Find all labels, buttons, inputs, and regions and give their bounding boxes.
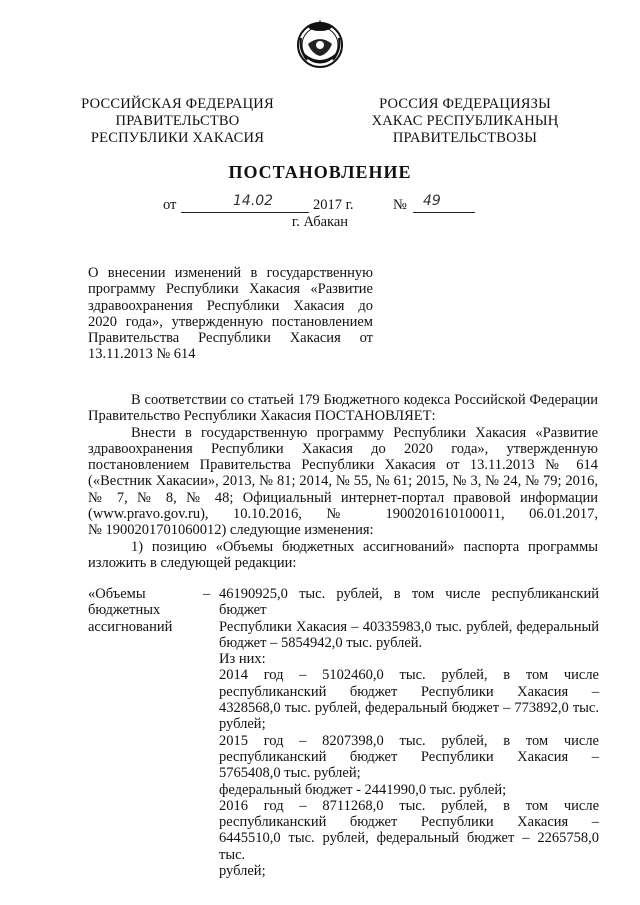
number-underline xyxy=(413,193,475,213)
city: г. Абакан xyxy=(291,214,349,230)
table-line: 46190925,0 тыс. рублей, в том числе республиканский бюджет xyxy=(219,586,599,619)
table-line: республиканский бюджет Республики Хакасия – xyxy=(219,814,599,831)
table-line: республиканский бюджет Республики Хакасия – xyxy=(219,748,599,765)
header-left-block xyxy=(75,96,280,147)
table-line: федеральный бюджет - 2441990,0 тыс. рублей; xyxy=(219,781,507,798)
table-line: республиканский бюджет Республики Хакасия – xyxy=(219,683,599,700)
table-line: бюджет – 5854942,0 тыс. рублей. xyxy=(219,634,423,651)
table-line: 2014 год – 5102460,0 тыс. рублей, в том числе xyxy=(219,667,599,684)
header-right-line: РОССИЯ ФЕДЕРАЦИЯЗЫ xyxy=(379,96,551,112)
body-line: изложить в следующей редакции: xyxy=(88,554,297,571)
body-line: здравоохранения Республики Хакасия до 2020 года», утвержденную xyxy=(88,440,598,457)
date-underline xyxy=(181,193,309,213)
body-line: № 7, № 8, № 48; Официальный интернет-портал правовой информации xyxy=(88,489,598,506)
subject-line: 2020 года», утвержденную постановлением xyxy=(88,313,373,330)
table-line: Из них: xyxy=(219,651,266,668)
table-line: Республики Хакасия – 40335983,0 тыс. рублей, федеральный xyxy=(219,618,599,635)
body-text xyxy=(88,392,598,571)
header-left-line: РОССИЙСКАЯ ФЕДЕРАЦИЯ xyxy=(81,96,274,112)
body-line: постановлением Правительства Республики Хакасия от 13.11.2013 № 614 xyxy=(88,457,598,474)
table-label-line: бюджетных xyxy=(88,602,161,619)
header-right-line: ПРАВИТЕЛЬСТВОЗЫ xyxy=(392,130,538,146)
subject-line: программу Республики Хакасия «Развитие xyxy=(88,281,373,298)
table-line: 5765408,0 тыс. рублей; xyxy=(219,765,361,782)
table-label-line: ассигнований xyxy=(88,618,173,635)
table-line: 2015 год – 8207398,0 тыс. рублей, в том числе xyxy=(219,732,599,749)
table-dash: – xyxy=(203,586,211,602)
body-line: (www.pravo.gov.ru), 10.10.2016, № 1900201610100011, 06.01.2017, xyxy=(88,506,598,523)
body-line: Внести в государственную программу Республики Хакасия «Развитие xyxy=(131,424,598,441)
body-line: 1) позицию «Объемы бюджетных ассигнований» паспорта программы xyxy=(131,538,598,555)
table-line: рублей; xyxy=(219,716,266,733)
date-handwritten: 14.02 xyxy=(233,193,274,209)
document-title: ПОСТАНОВЛЕНИЕ xyxy=(228,162,412,182)
body-line: В соответствии со статьей 179 Бюджетного кодекса Российской Федерации xyxy=(131,392,598,408)
number-sign: № xyxy=(393,197,407,213)
subject-line: 13.11.2013 № 614 xyxy=(88,346,196,363)
number-handwritten: 49 xyxy=(423,193,441,209)
header-left-line: РЕСПУБЛИКИ ХАКАСИЯ xyxy=(90,130,265,146)
table-label xyxy=(88,586,198,635)
table-line: рублей; xyxy=(219,863,266,880)
table-content xyxy=(219,586,599,879)
subject-block xyxy=(88,265,373,363)
body-line: («Вестник Хакасии», 2013, № 81; 2014, № 55, № 61; 2015, № 3, № 24, № 79; 2016, xyxy=(88,473,598,490)
subject-line: О внесении изменений в государственную xyxy=(88,265,373,281)
header-left-line: ПРАВИТЕЛЬСТВО xyxy=(115,113,240,129)
subject-line: здравоохранения Республики Хакасия до xyxy=(88,297,373,314)
table-label-line: «Объемы xyxy=(88,586,146,602)
date-year: 2017 г. xyxy=(313,197,354,213)
body-line: Правительство Республики Хакасия ПОСТАНОВЛЯЕТ: xyxy=(88,408,436,425)
header-right-block xyxy=(365,96,565,147)
table-line: 2016 год – 8711268,0 тыс. рублей, в том числе xyxy=(219,797,599,814)
date-prefix: от xyxy=(163,197,177,213)
coat-of-arms-emblem xyxy=(295,18,345,70)
subject-line: Правительства Республики Хакасия от xyxy=(88,330,373,347)
table-line: 4328568,0 тыс. рублей, федеральный бюджет – 773892,0 тыс. xyxy=(219,700,599,717)
header-right-line: ХАКАС РЕСПУБЛИКАНЫҢ xyxy=(371,113,559,129)
table-line: 6445510,0 тыс. рублей, федеральный бюджет – 2265758,0 тыс. xyxy=(219,830,599,863)
body-line: № 1900201701060012) следующие изменения: xyxy=(88,522,374,539)
